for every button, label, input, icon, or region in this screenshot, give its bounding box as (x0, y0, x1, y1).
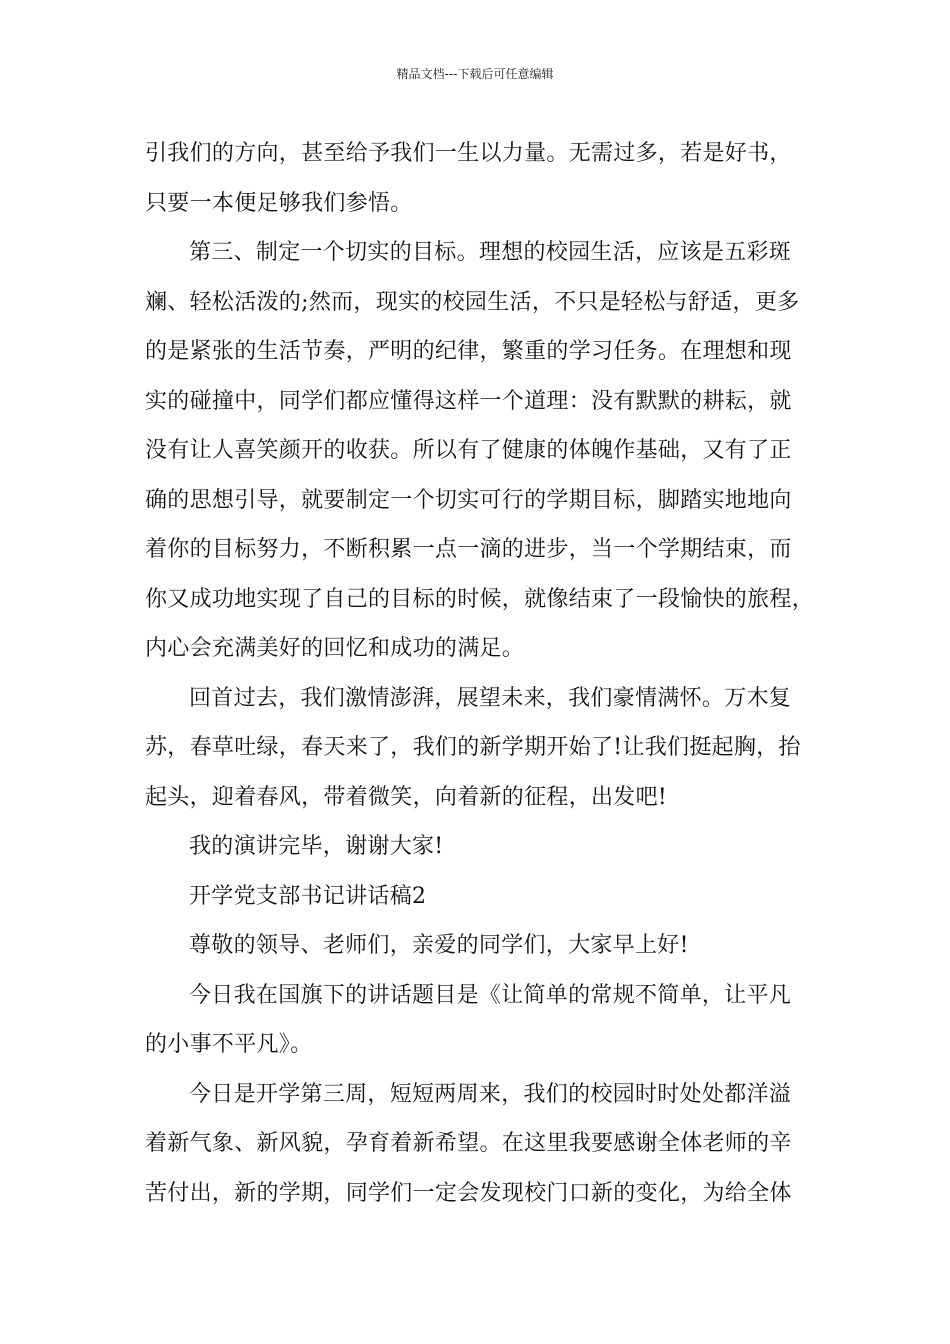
paragraph (145, 921, 813, 971)
text-line: 今日是开学第三周，短短两周来，我们的校园时时处处都洋溢 (189, 1081, 792, 1107)
paragraph (145, 674, 813, 823)
text-line: 斓、轻松活泼的;然而，现实的校园生活，不只是轻松与舒适，更多 (145, 289, 800, 315)
paragraph (145, 1070, 813, 1219)
paragraph (145, 129, 813, 228)
text-line: 今日我在国旗下的讲话题目是《让简单的常规不简单，让平凡 (189, 982, 792, 1008)
text-line: 的小事不平凡》。 (145, 1032, 313, 1057)
text-line: 尊敬的领导、老师们，亲爱的同学们，大家早上好! (189, 933, 689, 958)
text-line: 确的思想引导，就要制定一个切实可行的学期目标，脚踏实地地向 (145, 487, 792, 513)
page-header: 精品文档---下载后可任意编辑 (396, 67, 554, 81)
text-line: 苦付出，新的学期，同学们一定会发现校门口新的变化，为给全体 (145, 1180, 792, 1206)
text-line: 只要一本便足够我们参悟。 (145, 190, 413, 216)
text-line: 我的演讲完毕，谢谢大家! (189, 834, 444, 859)
paragraph (145, 822, 813, 872)
section-title (145, 872, 813, 922)
text-line: 的是紧张的生活节奏，严明的纪律，繁重的学习任务。在理想和现 (145, 339, 792, 364)
text-line: 着新气象、新风貌，孕育着新希望。在这里我要感谢全体老师的辛 (145, 1131, 792, 1156)
text-line: 起头，迎着春风，带着微笑，向着新的征程，出发吧! (145, 784, 668, 810)
text-line: 实的碰撞中，同学们都应懂得这样一个道理：没有默默的耕耘，就 (145, 388, 792, 414)
text-line: 没有让人喜笑颜开的收获。所以有了健康的体魄作基础，又有了正 (145, 438, 792, 463)
text-line: 引我们的方向，甚至给予我们一生以力量。无需过多，若是好书， (145, 141, 792, 166)
text-line: 着你的目标努力，不断积累一点一滴的进步，当一个学期结束，而 (145, 537, 792, 562)
text-line: 回首过去，我们激情澎湃，展望未来，我们豪情满怀。万木复 (189, 685, 792, 711)
text-line: 苏，春草吐绿，春天来了，我们的新学期开始了!让我们挺起胸，抬 (145, 735, 801, 760)
paragraph (145, 971, 813, 1070)
text-line: 第三、制定一个切实的目标。理想的校园生活，应该是五彩斑 (189, 240, 792, 265)
document-body (145, 129, 813, 1218)
text-line: 内心会充满美好的回忆和成功的满足。 (145, 636, 525, 661)
text-line: 开学党支部书记讲话稿2 (189, 883, 427, 909)
paragraph (145, 228, 813, 674)
text-line: 你又成功地实现了自己的目标的时候，就像结束了一段愉快的旅程， (145, 586, 815, 612)
